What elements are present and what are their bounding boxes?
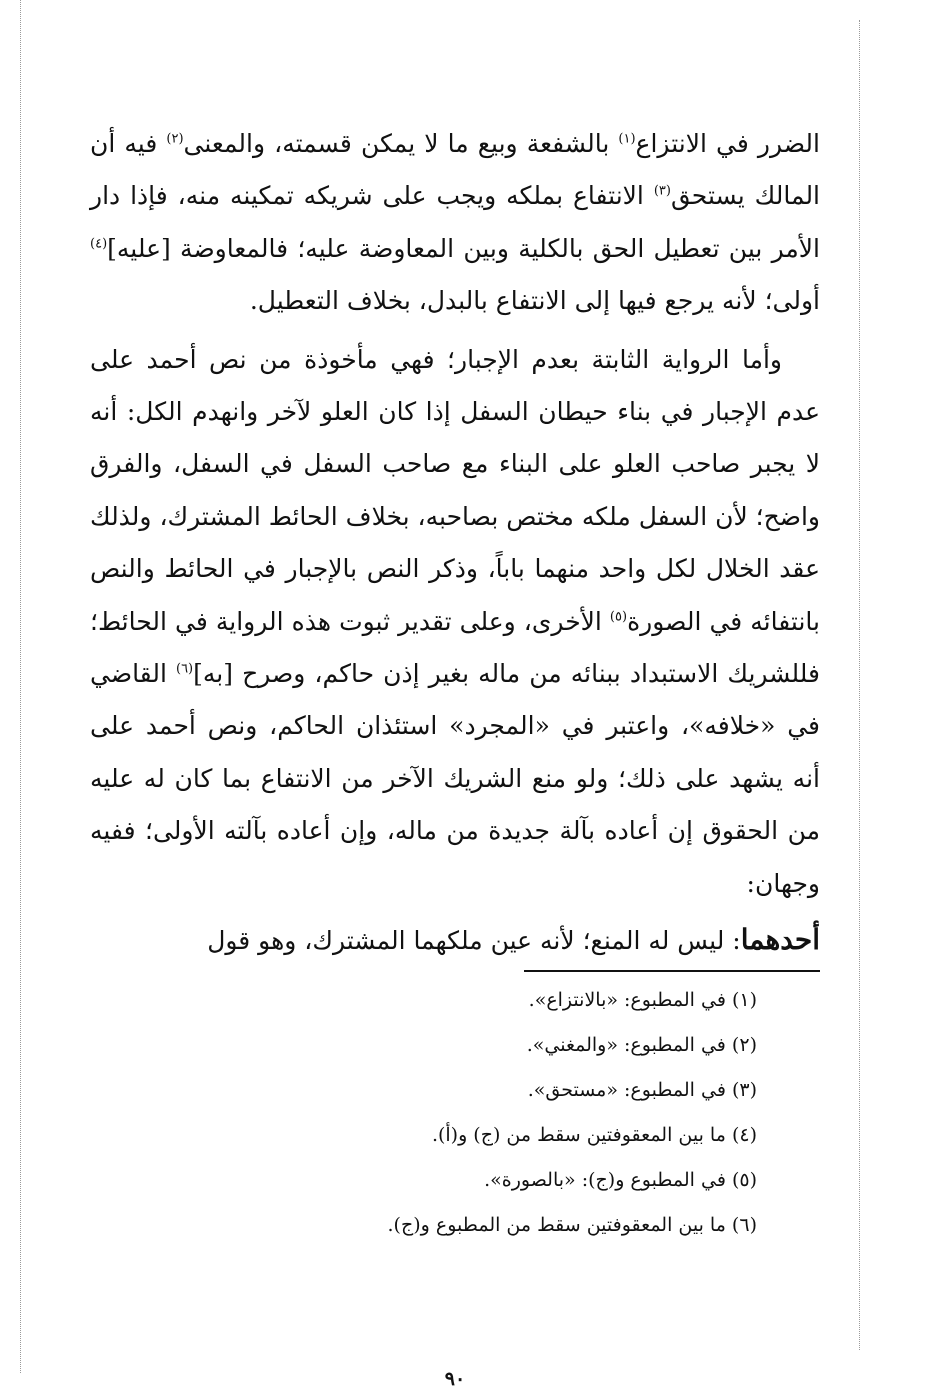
footnote-ref-3: (٣) <box>653 184 671 200</box>
main-text <box>90 118 820 968</box>
text-span: بالشفعة وبيع ما لا يمكن قسمته، والمعنى <box>183 129 619 158</box>
footnote-ref-6: (٦) <box>175 661 194 677</box>
footnote-ref-4: (٤) <box>90 236 108 252</box>
paragraph-1 <box>90 118 820 328</box>
footnote-ref-2: (٢) <box>166 131 184 147</box>
document-page <box>90 118 821 1390</box>
text-span: القاضي في «خلافه»، واعتبر في «المجرد» استئذان الحاكم، ونص أحمد على أنه يشهد على ذلك؛ ولو منع الشريك الآخر من الانتفاع بما كان له عليه من الحقوق إن أعاده بآلة جديدة من ماله، وإن أعاده بآلته الأولى؛ ففيه وجهان: <box>90 659 820 898</box>
left-margin-dotted-rule <box>20 0 21 1373</box>
text-span: الانتفاع بملكه ويجب على شريكه تمكينه منه، فإذا دار الأمر بين تعطيل الحق بالكلية وبين المعاوضة عليه؛ فالمعاوضة [عليه] <box>90 181 820 263</box>
text-span: : ليس له المنع؛ لأنه عين ملكهما المشترك، وهو قول <box>207 926 741 956</box>
text-span: وأما الرواية الثابتة بعدم الإجبار؛ فهي مأخوذة من نص أحمد على عدم الإجبار في بناء حيطان السفل إذا كان العلو لآخر وانهدم الكل: أنه لا يجبر صاحب العلو على البناء مع صاحب السفل في السفل، والفرق واضح؛ لأن السفل ملكه مختص بصاحبه، بخلاف الحائط المشترك، ولذلك عقد الخلال لكل واحد منهما باباً، وذكر النص بالإجبار في الحائط والنص بانتفائه في الصورة <box>90 344 820 636</box>
footnote-6: (٦) ما بين المعقوفتين سقط من المطبوع و(ج). <box>387 1213 757 1236</box>
footnote-2: (٢) في المطبوع: «والمغني». <box>526 1033 757 1056</box>
footnote-separator <box>524 970 820 972</box>
page-number: ٩٠ <box>444 1368 466 1390</box>
footnotes-list <box>90 978 820 1248</box>
footnote-4: (٤) ما بين المعقوفتين سقط من (ج) و(أ). <box>431 1123 757 1146</box>
paragraph-3 <box>90 914 820 967</box>
footnote-5: (٥) في المطبوع و(ج): «بالصورة». <box>484 1168 757 1191</box>
text-span: الأخرى، وعلى تقدير ثبوت هذه الرواية في الحائط؛ فللشريك الاستبداد ببنائه من ماله بغير إذن حاكم، وصرح [به] <box>90 606 821 689</box>
bold-term: أحدهما <box>740 923 820 957</box>
text-span: الضرر في الانتزاع <box>635 129 820 158</box>
footnote-1: (١) في المطبوع: «بالانتزاع». <box>528 988 757 1011</box>
footnote-3: (٣) في المطبوع: «مستحق». <box>527 1078 757 1101</box>
right-margin-dotted-rule <box>859 20 860 1350</box>
text-span: أولى؛ لأنه يرجع فيها إلى الانتفاع بالبدل، بخلاف التعطيل. <box>249 286 820 316</box>
text-span: فيه أن المالك يستحق <box>90 129 821 211</box>
footnote-ref-1: (١) <box>618 131 636 147</box>
paragraph-2 <box>90 334 820 910</box>
footnote-ref-5: (٥) <box>609 609 628 625</box>
